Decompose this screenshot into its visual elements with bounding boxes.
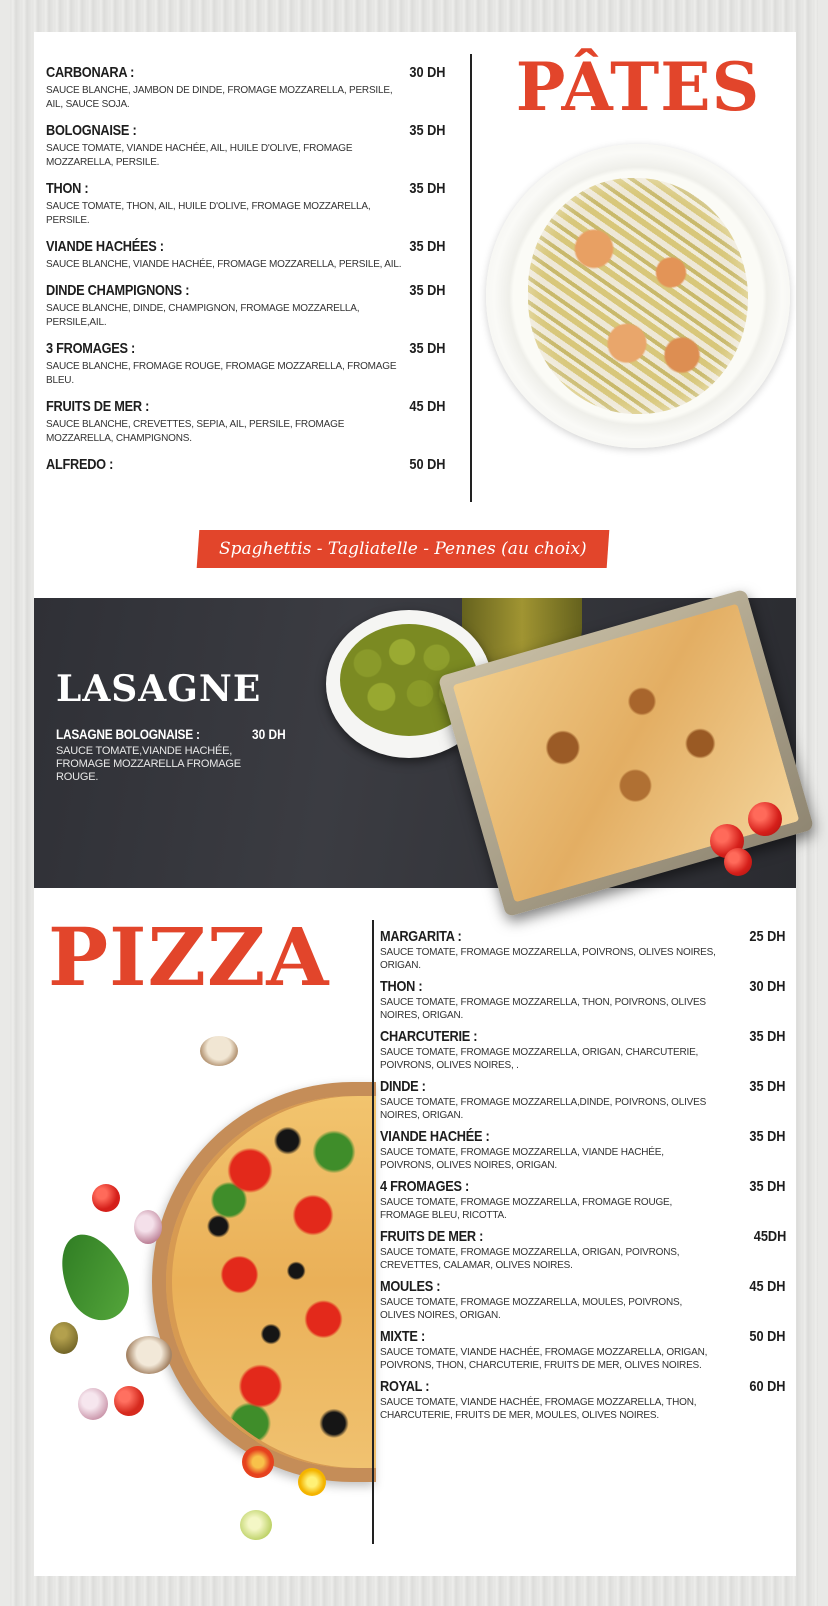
item-name: MIXTE : <box>380 1328 425 1345</box>
pizza-item <box>380 928 786 972</box>
pates-item <box>46 64 446 112</box>
pizza-list <box>380 928 786 1428</box>
item-description: SAUCE TOMATE, FROMAGE MOZZARELLA, FROMAGE ROUGE, FROMAGE BLEU, RICOTTA. <box>380 1197 673 1221</box>
pizza-item <box>380 1328 786 1372</box>
item-name: DINDE CHAMPIGNONS : <box>46 282 190 299</box>
ribbon-text: Spaghettis - Tagliatelle - Pennes (au choix) <box>219 539 587 559</box>
item-price: 50 DH <box>409 456 446 473</box>
pates-item <box>46 238 446 272</box>
pates-title: PÂTES <box>515 48 761 126</box>
tomato-image <box>298 1468 326 1496</box>
pizza-item <box>380 1278 786 1322</box>
item-price: 50 DH <box>749 1328 786 1345</box>
item-price: 35 DH <box>409 180 446 197</box>
basil-leaf-image <box>48 1224 140 1331</box>
item-price: 35 DH <box>409 238 446 255</box>
item-name: CARBONARA : <box>46 64 135 81</box>
item-name: THON : <box>380 978 423 995</box>
pates-item <box>46 398 446 446</box>
lasagne-title: LASAGNE <box>56 668 262 710</box>
tomato-image <box>240 1510 272 1540</box>
pizza-item <box>380 1078 786 1122</box>
pizza-divider <box>372 920 374 1544</box>
item-name: VIANDE HACHÉES : <box>46 238 164 255</box>
item-name: FRUITS DE MER : <box>380 1228 484 1245</box>
item-price: 35 DH <box>409 340 446 357</box>
tomato-image <box>748 802 782 836</box>
item-price: 35 DH <box>749 1128 786 1145</box>
pates-item <box>46 180 446 228</box>
item-price: 35 DH <box>749 1178 786 1195</box>
garlic-image <box>78 1388 108 1420</box>
pizza-item <box>380 1378 786 1422</box>
pizza-image <box>166 1096 376 1468</box>
item-price: 45 DH <box>749 1278 786 1295</box>
item-price: 25 DH <box>749 928 786 945</box>
item-price: 35 DH <box>409 282 446 299</box>
item-name: LASAGNE BOLOGNAISE : <box>56 726 200 742</box>
pizza-title: PIZZA <box>48 910 330 1004</box>
pates-item <box>46 340 446 388</box>
item-name: VIANDE HACHÉE : <box>380 1128 490 1145</box>
pasta-plate-image <box>486 144 790 448</box>
pasta-choice-ribbon <box>197 530 610 568</box>
item-description: SAUCE TOMATE, FROMAGE MOZZARELLA,DINDE, POIVRONS, OLIVES NOIRES, ORIGAN. <box>380 1097 707 1121</box>
item-price: 30 DH <box>409 64 446 81</box>
pates-item <box>46 122 446 170</box>
item-name: MOULES : <box>380 1278 441 1295</box>
pizza-item <box>380 1178 786 1222</box>
item-description: SAUCE BLANCHE, CREVETTES, SEPIA, AIL, PERSILE, FROMAGE MOZZARELLA, CHAMPIGNONS. <box>46 419 345 444</box>
item-description: SAUCE TOMATE, FROMAGE MOZZARELLA, POIVRONS, OLIVES NOIRES, ORIGAN. <box>380 947 716 971</box>
item-description: SAUCE TOMATE, FROMAGE MOZZARELLA, VIANDE HACHÉE, POIVRONS, OLIVES NOIRES, ORIGAN. <box>380 1147 664 1171</box>
item-price: 45 DH <box>409 398 446 415</box>
mushroom-image <box>200 1036 238 1066</box>
item-price: 60 DH <box>749 1378 786 1395</box>
pizza-item <box>380 1228 786 1272</box>
item-name: FRUITS DE MER : <box>46 398 150 415</box>
item-name: 3 FROMAGES : <box>46 340 136 357</box>
pates-list <box>46 64 446 483</box>
tomato-image <box>242 1446 274 1478</box>
item-price: 30 DH <box>252 726 286 742</box>
item-price: 35 DH <box>409 122 446 139</box>
item-name: 4 FROMAGES : <box>380 1178 470 1195</box>
pizza-item <box>380 978 786 1022</box>
pizza-item <box>380 1028 786 1072</box>
item-description: SAUCE TOMATE, VIANDE HACHÉE, AIL, HUILE D'OLIVE, FROMAGE MOZZARELLA, PERSILE. <box>46 143 353 168</box>
item-description: SAUCE TOMATE, FROMAGE MOZZARELLA, ORIGAN, CHARCUTERIE, POIVRONS, OLIVES NOIRES, . <box>380 1047 699 1071</box>
pizza-item <box>380 1128 786 1172</box>
tomato-image <box>114 1386 144 1416</box>
item-description: SAUCE TOMATE, THON, AIL, HUILE D'OLIVE, FROMAGE MOZZARELLA, PERSILE. <box>46 201 371 226</box>
item-description: SAUCE BLANCHE, FROMAGE ROUGE, FROMAGE MOZZARELLA, FROMAGE BLEU. <box>46 361 397 386</box>
lasagne-item <box>56 726 286 784</box>
item-description: SAUCE TOMATE, FROMAGE MOZZARELLA, ORIGAN, POIVRONS, CREVETTES, CALAMAR, OLIVES NOIRES. <box>380 1247 680 1271</box>
pates-item <box>46 282 446 330</box>
item-price: 30 DH <box>749 978 786 995</box>
item-name: CHARCUTERIE : <box>380 1028 478 1045</box>
item-name: MARGARITA : <box>380 928 462 945</box>
item-name: ALFREDO : <box>46 456 114 473</box>
item-price: 35 DH <box>749 1028 786 1045</box>
tomato-image <box>724 848 752 876</box>
item-description: SAUCE BLANCHE, JAMBON DE DINDE, FROMAGE MOZZARELLA, PERSILE, AIL, SAUCE SOJA. <box>46 85 393 110</box>
garlic-image <box>134 1210 162 1244</box>
tomato-image <box>92 1184 120 1212</box>
item-description: SAUCE BLANCHE, DINDE, CHAMPIGNON, FROMAGE MOZZARELLA, PERSILE,AIL. <box>46 303 360 328</box>
pates-item <box>46 456 446 473</box>
item-name: BOLOGNAISE : <box>46 122 137 139</box>
item-price: 35 DH <box>749 1078 786 1095</box>
item-description: SAUCE TOMATE, FROMAGE MOZZARELLA, MOULES, POIVRONS, OLIVES NOIRES, ORIGAN. <box>380 1297 683 1321</box>
item-description: SAUCE TOMATE, VIANDE HACHÉE, FROMAGE MOZZARELLA, ORIGAN, POIVRONS, THON, CHARCUTERIE, FRUITS DE MER, OLIVES NOIRES. <box>380 1347 708 1371</box>
pasta-food <box>528 178 748 414</box>
mushroom-image <box>126 1336 172 1374</box>
item-description: SAUCE BLANCHE, VIANDE HACHÉE, FROMAGE MOZZARELLA, PERSILE, AIL. <box>46 259 402 270</box>
item-description: SAUCE TOMATE, VIANDE HACHÉE, FROMAGE MOZZARELLA, THON, CHARCUTERIE, FRUITS DE MER, MOULES, OLIVES NOIRES. <box>380 1397 697 1421</box>
item-name: THON : <box>46 180 89 197</box>
item-price: 45DH <box>753 1228 786 1245</box>
item-name: DINDE : <box>380 1078 426 1095</box>
item-description: SAUCE TOMATE,VIANDE HACHÉE, FROMAGE MOZZARELLA FROMAGE ROUGE. <box>56 745 241 783</box>
olive-image <box>50 1322 78 1354</box>
menu-page <box>34 32 796 1576</box>
pates-divider <box>470 54 472 502</box>
lasagne-section <box>34 598 796 888</box>
item-name: ROYAL : <box>380 1378 430 1395</box>
item-description: SAUCE TOMATE, FROMAGE MOZZARELLA, THON, POIVRONS, OLIVES NOIRES, ORIGAN. <box>380 997 706 1021</box>
